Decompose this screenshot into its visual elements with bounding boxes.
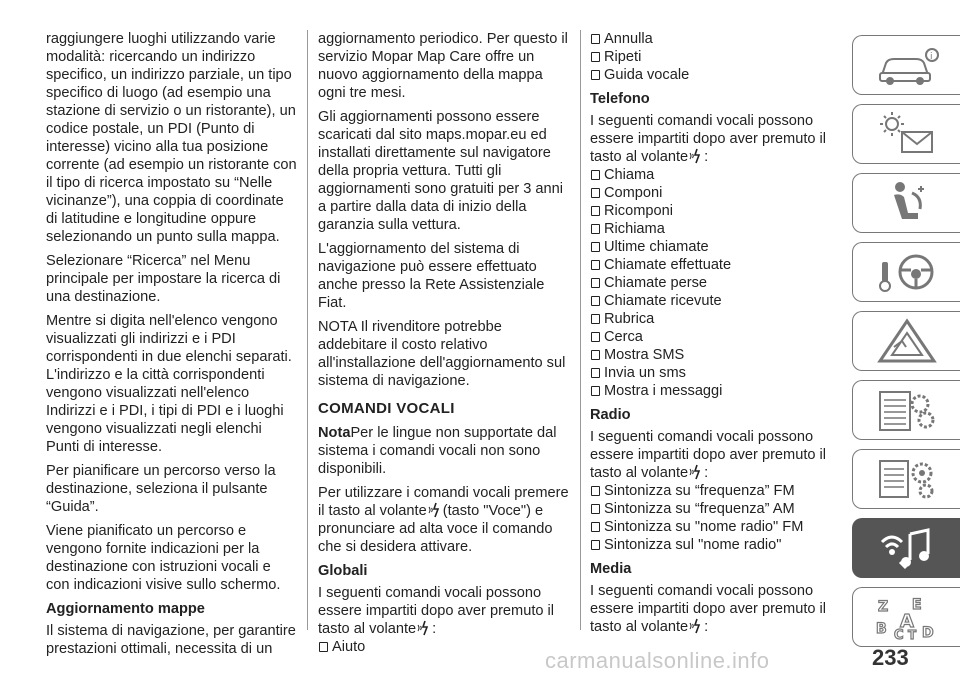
command-item	[590, 166, 828, 184]
command-item	[590, 500, 828, 518]
checkbox-bullet-icon	[591, 242, 600, 252]
checkbox-bullet-icon	[319, 642, 328, 652]
paragraph: Mentre si digita nell'elenco vengono visualizzati gli indirizzi e i PDI corrispondenti in due elenchi separati. L'indirizzo e la città corrispondenti vengono visualizzati nell'elenco Indirizzi e i PDI, i tipi di PDI e i luoghi vengono visualizzati negli elenchi Punti di interesse.	[46, 313, 292, 455]
command-label: Mostra SMS	[604, 347, 685, 363]
checkbox-bullet-icon	[591, 504, 600, 514]
checkbox-bullet-icon	[591, 522, 600, 532]
watermark: carmanualsonline.info	[545, 648, 770, 673]
checkbox-bullet-icon	[591, 170, 600, 180]
command-label: Sintonizza su “frequenza” AM	[604, 501, 795, 517]
checkbox-bullet-icon	[591, 188, 600, 198]
seat-safety-icon	[872, 179, 942, 227]
paragraph: aggiornamento periodico. Per questo il servizio Mopar Map Care offre un nuovo aggiornamento della mappa ogni tre mesi.	[318, 31, 568, 101]
text: :	[704, 465, 709, 481]
voice-button-icon	[689, 148, 703, 164]
page-number: 233	[872, 645, 909, 670]
heading-media: Media	[590, 561, 632, 577]
text: :	[704, 149, 709, 165]
paragraph	[318, 584, 573, 638]
command-label: Cerca	[604, 329, 643, 345]
command-label: Ricomponi	[604, 203, 673, 219]
checkbox-bullet-icon	[591, 386, 600, 396]
checkbox-bullet-icon	[591, 206, 600, 216]
command-label: Annulla	[604, 31, 653, 47]
command-label: Chiamate perse	[604, 275, 708, 291]
text: Per utilizzare i comandi vocali premere il tasto al volante	[318, 485, 569, 519]
text: (tasto "Voce") e pronunciare ad alta voce il comando che si desidera attivare.	[318, 503, 553, 555]
tab-steering-start[interactable]	[852, 242, 960, 302]
command-item	[590, 482, 828, 500]
command-list-radio	[590, 482, 828, 554]
command-item	[590, 274, 828, 292]
command-item	[590, 184, 828, 202]
command-item	[590, 30, 828, 48]
tab-technical-data[interactable]	[852, 449, 960, 509]
chapter-tabs	[852, 35, 960, 656]
paragraph: NOTA Il rivenditore potrebbe addebitare il costo relativo all'installazione dell'aggiornamento sul sistema di navigazione.	[318, 319, 566, 389]
checkbox-bullet-icon	[591, 52, 600, 62]
text: I seguenti comandi vocali possono essere impartiti dopo aver premuto il tasto al volante	[590, 113, 827, 165]
command-label: Richiama	[604, 221, 665, 237]
text: I seguenti comandi vocali possono essere impartiti dopo aver premuto il tasto al volante	[590, 429, 827, 481]
note-paragraph	[318, 424, 573, 478]
voice-button-icon	[417, 620, 431, 636]
voice-button-icon	[428, 502, 442, 518]
checkbox-bullet-icon	[591, 314, 600, 324]
text: :	[432, 621, 437, 637]
tab-multimedia[interactable]	[852, 518, 960, 578]
command-item	[590, 346, 828, 364]
command-item	[590, 238, 828, 256]
command-label: Chiamate effettuate	[604, 257, 732, 273]
heading-radio: Radio	[590, 407, 631, 423]
command-item	[590, 220, 828, 238]
paragraph	[590, 582, 828, 636]
command-item	[590, 66, 828, 84]
command-item	[590, 202, 828, 220]
svg-text:A: A	[899, 611, 914, 632]
command-label: Invia un sms	[604, 365, 686, 381]
command-item	[590, 256, 828, 274]
command-item	[590, 328, 828, 346]
tab-maintenance[interactable]	[852, 380, 960, 440]
paragraph: Per pianificare un percorso verso la destinazione, seleziona il pulsante “Guida”.	[46, 463, 276, 515]
command-label: Componi	[604, 185, 663, 201]
checkbox-bullet-icon	[591, 296, 600, 306]
svg-text:Z: Z	[877, 599, 888, 615]
index-letters-icon	[872, 593, 942, 641]
column-divider	[580, 30, 581, 630]
checkbox-bullet-icon	[591, 34, 600, 44]
checkbox-bullet-icon	[591, 368, 600, 378]
svg-text:B: B	[875, 621, 887, 637]
voice-button-icon	[689, 618, 703, 634]
tab-breakdown[interactable]	[852, 311, 960, 371]
paragraph: L'aggiornamento del sistema di navigazione può essere effettuato anche presso la Rete Assistenziale Fiat.	[318, 241, 545, 311]
svg-text:E: E	[911, 597, 922, 613]
heading-phone: Telefono	[590, 91, 650, 107]
command-item	[590, 310, 828, 328]
command-label: Rubrica	[604, 311, 655, 327]
column-3	[590, 30, 828, 636]
checkbox-bullet-icon	[591, 350, 600, 360]
checkbox-bullet-icon	[591, 278, 600, 288]
column-divider	[307, 30, 308, 630]
command-label: Ultime chiamate	[604, 239, 709, 255]
technical-data-icon	[872, 455, 942, 503]
breakdown-triangle-icon	[872, 317, 942, 365]
command-list-phone	[590, 166, 828, 400]
tab-warning-lights[interactable]	[852, 104, 960, 164]
command-label: Sintonizza sul "nome radio"	[604, 537, 782, 553]
car-info-icon	[872, 41, 942, 89]
paragraph: Viene pianificato un percorso e vengono fornite indicazioni per la destinazione con istruzioni vocali e con indicazioni visive sullo schermo.	[46, 523, 281, 593]
svg-text:i: i	[929, 52, 933, 62]
paragraph	[590, 112, 828, 166]
tab-index[interactable]	[852, 587, 960, 647]
command-label: Sintonizza su “frequenza” FM	[604, 483, 795, 499]
command-list-global	[318, 638, 573, 656]
paragraph: Selezionare “Ricerca” nel Menu principale per impostare la ricerca di una destinazione.	[46, 253, 281, 305]
heading-map-update: Aggiornamento mappe	[46, 601, 205, 617]
checkbox-bullet-icon	[591, 332, 600, 342]
section-title-voice-commands: COMANDI VOCALI	[318, 400, 455, 417]
command-item	[590, 518, 828, 536]
note-text: Per le lingue non supportate dal sistema i comandi vocali non sono disponibili.	[318, 425, 557, 477]
column-1	[46, 30, 298, 664]
checkbox-bullet-icon	[591, 70, 600, 80]
command-label: Guida vocale	[604, 67, 690, 83]
heading-global: Globali	[318, 563, 368, 579]
column-2	[318, 30, 573, 656]
warning-lights-icon	[872, 110, 942, 158]
command-label: Chiamate ricevute	[604, 293, 722, 309]
command-list-global-cont	[590, 30, 828, 84]
paragraph	[590, 428, 828, 482]
command-label: Sintonizza su "nome radio" FM	[604, 519, 804, 535]
svg-text:T: T	[907, 628, 916, 641]
tab-seat-safety[interactable]	[852, 173, 960, 233]
command-item	[590, 536, 828, 554]
text: I seguenti comandi vocali possono essere impartiti dopo aver premuto il tasto al volante	[318, 585, 555, 637]
checkbox-bullet-icon	[591, 224, 600, 234]
checkbox-bullet-icon	[591, 486, 600, 496]
command-label: Chiama	[604, 167, 655, 183]
tab-car-info[interactable]	[852, 35, 960, 95]
command-item	[590, 292, 828, 310]
text: :	[704, 619, 709, 635]
svg-text:C: C	[893, 628, 904, 641]
command-item	[590, 364, 828, 382]
paragraph: Gli aggiornamenti possono essere scaricati dal sito maps.mopar.eu ed installati direttamente sul navigatore della propria vettura. Tutti gli aggiornamenti sono gratuiti per 3 anni a partire dalla data di inizio della garanzia sulla vettura.	[318, 109, 564, 233]
steering-start-icon	[872, 248, 942, 296]
note-label: Nota	[318, 425, 351, 441]
checkbox-bullet-icon	[591, 540, 600, 550]
checkbox-bullet-icon	[591, 260, 600, 270]
svg-text:D: D	[921, 625, 934, 641]
maintenance-icon	[872, 386, 942, 434]
voice-button-icon	[689, 464, 703, 480]
command-item	[590, 382, 828, 400]
command-item	[590, 48, 828, 66]
command-item	[318, 638, 573, 656]
command-label: Aiuto	[332, 639, 366, 655]
multimedia-icon	[872, 524, 942, 572]
command-label: Mostra i messaggi	[604, 383, 723, 399]
paragraph	[318, 484, 573, 556]
paragraph: Il sistema di navigazione, per garantire prestazioni ottimali, necessita di un	[46, 623, 296, 657]
paragraph: raggiungere luoghi utilizzando varie modalità: ricercando un indirizzo specifico, un indirizzo parziale, un tipo specifico di luogo (ad esempio una stazione di servizio o un ristorante), un codice postale, un PDI (Punto di interesse) vicino alla tua posizione corrente (ad esempio un ristorante con il tipo di ricerca impostato su “Nelle vicinanze”), una coppia di coordinate di latitudine e longitudine oppure selezionando un punto sulla mappa.	[46, 31, 297, 245]
text: I seguenti comandi vocali possono essere impartiti dopo aver premuto il tasto al volante	[590, 583, 827, 635]
command-label: Ripeti	[604, 49, 642, 65]
